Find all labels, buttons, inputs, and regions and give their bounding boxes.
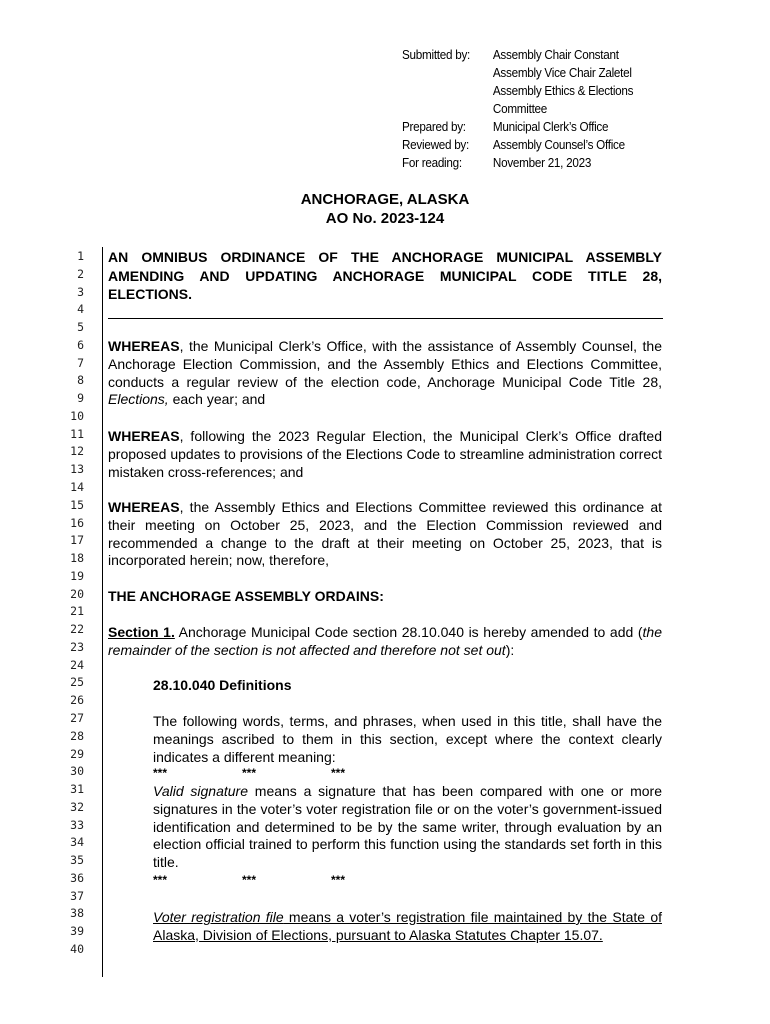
line-number: 28 [70,728,84,743]
line-number: 33 [70,817,84,832]
prepared-label: Prepared by: [402,119,466,134]
line-number: 30 [70,764,84,779]
city-title: ANCHORAGE, ALASKA [300,191,470,208]
line-number: 24 [70,657,84,672]
line-number: 7 [77,355,84,370]
omission-stars-1: *** *** *** [153,766,346,780]
whereas-3-text: , the Assembly Ethics and Elections Committee reviewed this ordinance at their meeting on October 25, 2023, and the Election Commission reviewed and recommended a change to the draft at their meeting on October 25, 2023, that is incorporated herein; now, therefore, [108,499,662,569]
line-number: 31 [70,782,84,797]
line-number: 39 [70,924,84,939]
line-number: 10 [70,408,84,423]
line-number: 20 [70,586,84,601]
reading-label: For reading: [402,155,462,170]
line-number: 36 [70,870,84,885]
definitions-heading: 28.10.040 Definitions [153,677,292,693]
whereas-1-italic: Elections, [108,391,169,408]
line-number-rule [102,247,103,977]
whereas-3 [108,499,662,570]
whereas-1 [108,338,662,409]
line-number: 17 [70,533,84,548]
section-1-text: Anchorage Municipal Code section 28.10.040 is hereby amended to add ( [174,624,643,640]
reviewed-label: Reviewed by: [402,137,470,152]
voter-registration-file-term: Voter registration file [153,909,284,925]
line-number: 35 [70,853,84,868]
prepared-value: Municipal Clerk’s Office [492,119,609,134]
ordains-heading: THE ANCHORAGE ASSEMBLY ORDAINS: [108,588,384,604]
submitted-value-3: Assembly Ethics & Elections [492,83,634,98]
line-number: 11 [70,426,84,441]
whereas-1-text: , the Municipal Clerk’s Office, with the assistance of Assembly Counsel, the Anchorage Election Commission, and the Assembly Ethics and Elections Committee, conducts a regular review of the election code, Anchorage Municipal Code Title 28, [108,338,662,390]
line-number: 15 [70,497,84,512]
submission-block [402,46,664,172]
section-1-italic: the remainder of the section is not affected and therefore not set out [108,624,662,658]
line-number: 29 [70,746,84,761]
reading-value: November 21, 2023 [492,155,592,170]
section-1 [108,624,662,660]
whereas-3-lead: WHEREAS [108,499,180,515]
line-number: 2 [77,266,84,281]
whereas-2-text: , following the 2023 Regular Election, the Municipal Clerk’s Office drafted proposed updates to provisions of the Elections Code to streamline administration correct mistaken cross-references; and [108,428,662,480]
caption-divider [108,318,663,319]
line-number: 13 [70,462,84,477]
section-1-end: ): [505,641,515,658]
line-number: 9 [77,391,84,406]
submitted-value-4: Committee [492,101,548,116]
line-number: 18 [70,551,84,566]
line-number: 40 [70,942,84,957]
reviewed-value: Assembly Counsel’s Office [492,137,625,152]
whereas-2-lead: WHEREAS [108,428,180,444]
valid-signature-text: means a signature that has been compared with one or more signatures in the voter’s voter registration file or on the voter’s government-issued identification and determined to be by the same writer, through evaluation by an election official trained to perform this function using the standards set forth in this title. [153,783,663,871]
line-number: 25 [70,675,84,690]
valid-signature-term: Valid signature [153,783,248,799]
line-number: 8 [77,373,84,388]
line-number: 19 [70,568,84,583]
line-number: 12 [70,444,84,459]
submitted-value-1: Assembly Chair Constant [492,47,619,62]
line-number: 5 [77,320,84,335]
section-1-label: Section 1. [108,624,175,640]
line-number: 16 [70,515,84,530]
line-number: 3 [77,284,84,299]
line-number: 4 [77,302,84,317]
ordinance-number: AO No. 2023-124 [325,210,445,227]
submitted-value-2: Assembly Vice Chair Zaletel [492,65,632,80]
line-number: 21 [70,604,84,619]
line-number: 22 [70,622,84,637]
voter-registration-file-text: means a voter’s registration file maintained by the State of Alaska, Division of Elections, pursuant to Alaska Statutes Chapter 15.07. [153,909,662,943]
line-number: 14 [70,480,84,494]
whereas-1-tail: each year; and [168,391,266,408]
line-number: 37 [70,888,84,903]
whereas-1-lead: WHEREAS [108,338,180,354]
ordinance-caption: AN OMNIBUS ORDINANCE OF THE ANCHORAGE MUNICIPAL ASSEMBLY AMENDING AND UPDATING ANCHORAGE MUNICIPAL CODE TITLE 28, ELECTIONS. [108,249,662,302]
line-number: 23 [70,639,84,654]
voter-registration-file-definition [153,909,662,945]
submitted-label: Submitted by: [402,47,471,62]
definitions-intro: The following words, terms, and phrases, when used in this title, shall have the meanings ascribed to them in this section, except where the context clearly indicates a different meaning: [153,713,662,765]
omission-stars-2: *** *** *** [153,873,346,887]
line-number: 27 [70,711,84,726]
line-number: 1 [77,249,84,263]
line-number: 34 [70,835,84,850]
line-number: 6 [77,337,84,352]
valid-signature-definition [153,783,662,872]
line-number: 26 [70,693,84,708]
line-number: 32 [70,799,84,814]
line-number: 38 [70,906,84,921]
whereas-2 [108,428,662,481]
